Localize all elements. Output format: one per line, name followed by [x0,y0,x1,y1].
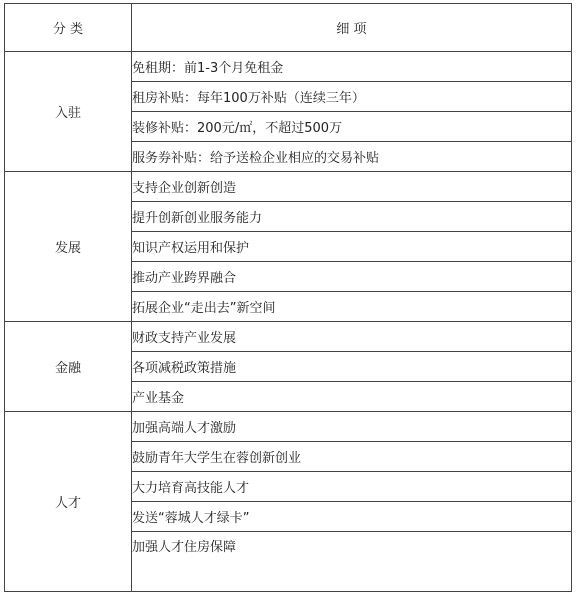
category-ruzhu: 入驻 [5,52,132,172]
detail-cell: 免租期：前1-3个月免租金 [132,52,572,82]
table-row [5,52,572,82]
header-row [5,4,572,52]
table-row [5,172,572,202]
detail-cell: 各项减税政策措施 [132,352,572,382]
category-fazhan: 发展 [5,172,132,322]
category-rencai: 人才 [5,412,132,592]
detail-cell: 大力培育高技能人才 [132,472,572,502]
detail-cell: 财政支持产业发展 [132,322,572,352]
detail-cell: 鼓励青年大学生在蓉创新创业 [132,442,572,472]
detail-cell: 提升创新创业服务能力 [132,202,572,232]
detail-cell: 发送“蓉城人才绿卡” [132,502,572,532]
detail-cell: 加强高端人才激励 [132,412,572,442]
table-row [5,322,572,352]
table-row [5,412,572,442]
header-detail: 细 项 [132,4,572,52]
detail-cell: 加强人才住房保障 [132,532,572,592]
detail-cell: 服务券补贴：给予送检企业相应的交易补贴 [132,142,572,172]
detail-cell: 拓展企业“走出去”新空间 [132,292,572,322]
detail-cell: 产业基金 [132,382,572,412]
detail-cell: 推动产业跨界融合 [132,262,572,292]
header-category: 分 类 [5,4,132,52]
category-jinrong: 金融 [5,322,132,412]
detail-cell: 知识产权运用和保护 [132,232,572,262]
policy-table [4,3,572,592]
detail-cell: 装修补贴：200元/㎡，不超过500万 [132,112,572,142]
detail-cell: 租房补贴：每年100万补贴（连续三年） [132,82,572,112]
detail-cell: 支持企业创新创造 [132,172,572,202]
